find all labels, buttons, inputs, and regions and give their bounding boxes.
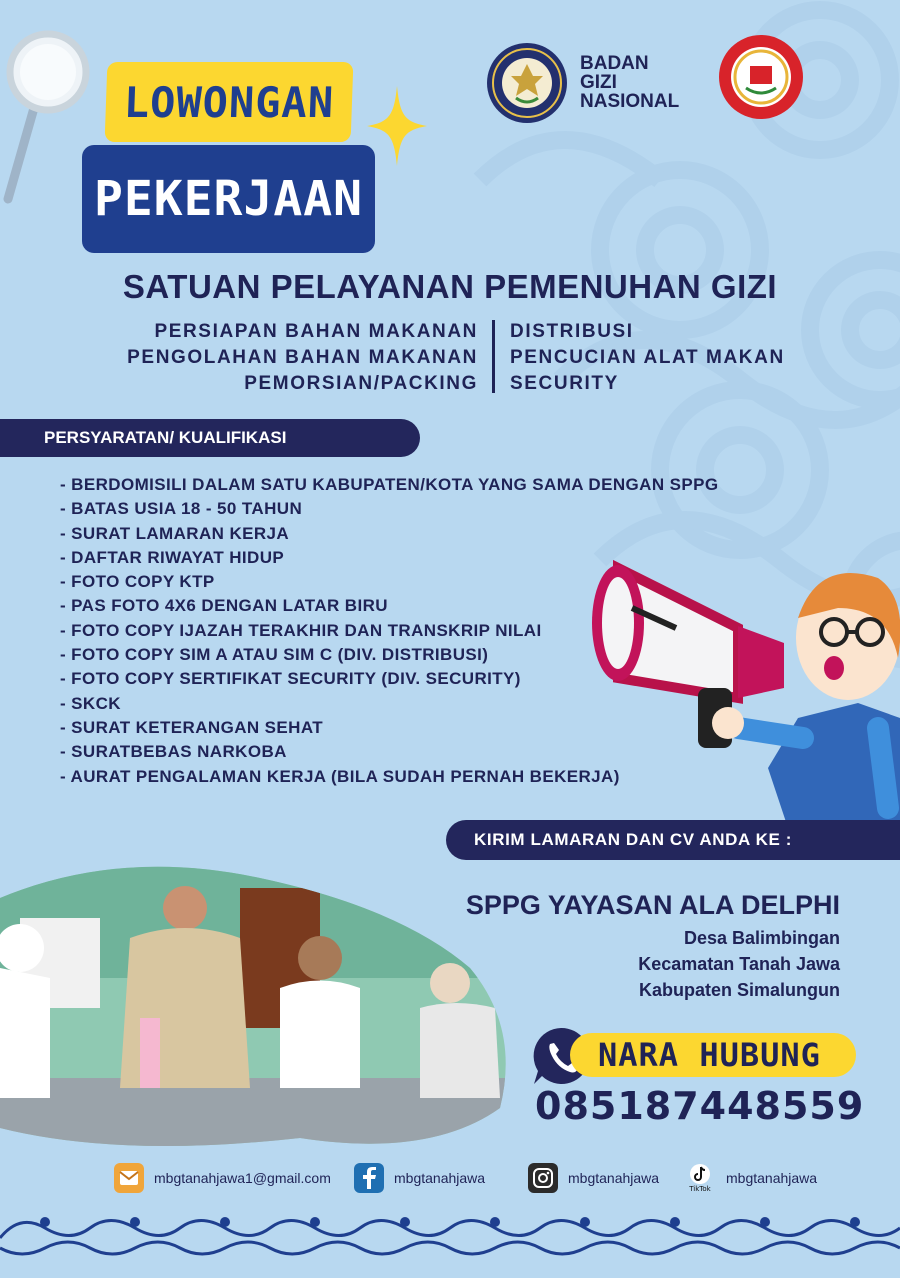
position-item: DISTRIBUSI [510,321,634,342]
requirement-item: - PAS FOTO 4X6 DENGAN LATAR BIRU [60,596,388,616]
social-instagram[interactable] [528,1162,659,1194]
instagram-icon [528,1163,558,1193]
bgn-wordmark-line: NASIONAL [580,91,680,112]
facebook-handle: mbgtanahjawa [394,1170,486,1186]
requirement-item: - FOTO COPY SERTIFIKAT SECURITY (DIV. SECURITY) [60,669,521,689]
requirement-item: - SURAT LAMARAN KERJA [60,523,290,543]
requirement-item: - FOTO COPY IJAZAH TERAKHIR DAN TRANSKRIP NILAI [60,620,542,640]
tiktok-handle: mbgtanahjawa [726,1170,818,1186]
title-pekerjaan: PEKERJAAN [82,145,375,253]
kitchen-activity-photo [0,858,520,1148]
main-heading: SATUAN PELAYANAN PEMENUHAN GIZI [122,268,778,305]
address-line: Kecamatan Tanah Jawa [638,954,840,974]
bgn-wordmark-line: GIZI [580,72,617,93]
instagram-handle: mbgtanahjawa [568,1170,660,1186]
yayasan-ala-delphi-logo [718,34,804,120]
requirement-item: - FOTO COPY KTP [60,572,215,592]
position-item: PEMORSIAN/PACKING [244,373,478,394]
requirement-item: - DAFTAR RIWAYAT HIDUP [60,547,285,567]
tiktok-logo-label: TikTok [689,1185,711,1193]
positions-divider [492,320,495,393]
requirement-item: - SURAT KETERANGAN SEHAT [60,717,324,737]
email-address: mbgtanahjawa1@gmail.com [154,1170,331,1186]
social-facebook[interactable] [354,1162,485,1194]
social-tiktok[interactable] [684,1162,817,1194]
title-lowongan: LOWONGAN [105,62,354,142]
bgn-wordmark [580,54,679,111]
magnifier-icon [0,14,95,204]
requirements-heading: PERSYARATAN/ KUALIFIKASI [0,419,420,457]
bgn-wordmark-line: BADAN [580,53,649,74]
megaphone-person-illustration [588,528,900,828]
position-item: PERSIAPAN BAHAN MAKANAN [154,321,478,342]
requirement-item: - FOTO COPY SIM A ATAU SIM C (DIV. DISTRIBUSI) [60,645,489,665]
email-icon [114,1163,144,1193]
positions-right-column [510,319,785,397]
organization-name: SPPG YAYASAN ALA DELPHI [465,890,840,920]
position-item: SECURITY [510,373,619,394]
tiktok-icon [684,1163,716,1193]
sparkle-icon [367,86,427,166]
requirement-item: - SURATBEBAS NARKOBA [60,742,287,762]
position-item: PENCUCIAN ALAT MAKAN [510,347,785,368]
send-application-banner: KIRIM LAMARAN DAN CV ANDA KE : [446,820,900,860]
phone-number[interactable]: 085187448559 [535,1084,865,1128]
position-item: PENGOLAHAN BAHAN MAKANAN [127,347,478,368]
badan-gizi-nasional-logo [486,42,568,124]
positions-left-column [127,319,478,397]
facebook-icon [354,1163,384,1193]
address-line: Desa Balimbingan [683,928,840,948]
requirement-item: - BERDOMISILI DALAM SATU KABUPATEN/KOTA YANG SAMA DENGAN SPPG [60,475,719,494]
contact-person-label: NARA HUBUNG [570,1033,856,1077]
footer-ornament [0,1208,900,1264]
requirement-item: - AURAT PENGALAMAN KERJA (BILA SUDAH PERNAH BEKERJA) [60,766,620,786]
requirement-item: - BATAS USIA 18 - 50 TAHUN [60,499,303,519]
address-line: Kabupaten Simalungun [638,980,840,1000]
requirement-item: - SKCK [60,693,121,713]
social-email[interactable] [114,1162,331,1194]
